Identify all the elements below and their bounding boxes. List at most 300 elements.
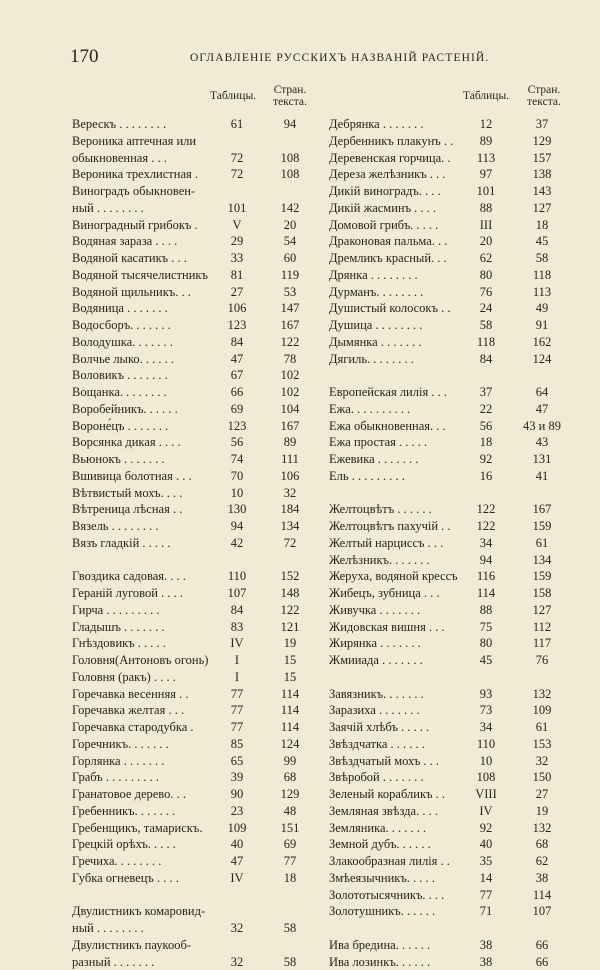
table-number: 94 (469, 552, 503, 569)
entry-spacer (72, 552, 312, 569)
table-number: IV (469, 803, 503, 820)
plant-name: Горечавка весенняя . . (72, 686, 230, 703)
page-number-ref: 114 (517, 887, 567, 904)
plant-name: Ель . . . . . . . . . (329, 468, 474, 485)
plant-name: Желтоцвѣтъ . . . . . . (329, 501, 474, 518)
plant-name: Вероника трехлистная . (72, 166, 230, 183)
page-number-ref: 47 (517, 401, 567, 418)
table-number: 76 (469, 284, 503, 301)
page-number-ref: 117 (517, 635, 567, 652)
page-number-ref: 58 (517, 250, 567, 267)
table-number: 72 (220, 166, 254, 183)
table-number: 77 (220, 686, 254, 703)
table-number: 92 (469, 820, 503, 837)
table-number: 108 (469, 769, 503, 786)
index-entry (72, 769, 312, 786)
page-number-ref: 129 (517, 133, 567, 150)
index-entry (72, 853, 312, 870)
plant-name: Вязъ гладкій . . . . . (72, 535, 230, 552)
running-title: ОГЛАВЛЕНІЕ РУССКИХЪ НАЗВАНІЙ РАСТЕНІЙ. (190, 52, 489, 64)
plant-name: Вороне́цъ . . . . . . . (72, 418, 230, 435)
index-entry (329, 166, 564, 183)
index-entry (329, 535, 564, 552)
tables-header: Таблицы. (463, 90, 509, 102)
page-number-ref: 132 (517, 686, 567, 703)
plant-name: Дикій жасминъ . . . . (329, 200, 474, 217)
index-entry (329, 334, 564, 351)
plant-name: Гранатовое дерево. . . (72, 786, 230, 803)
table-number: 113 (469, 150, 503, 167)
table-number: 16 (469, 468, 503, 485)
page-number-ref: 132 (517, 820, 567, 837)
page-number-ref: 159 (517, 518, 567, 535)
index-entry (72, 635, 312, 652)
plant-name: Дурманъ. . . . . . . . (329, 284, 474, 301)
index-entry (329, 820, 564, 837)
plant-name: Грецкій орѣхъ. . . . . (72, 836, 230, 853)
plant-name: Жирянка . . . . . . . (329, 635, 474, 652)
page-number-ref: 113 (517, 284, 567, 301)
plant-name: Гераній луговой . . . . (72, 585, 230, 602)
plant-name: Дебрянка . . . . . . . (329, 116, 474, 133)
plant-name: Горечавка стародубка . (72, 719, 230, 736)
index-entry (329, 853, 564, 870)
table-number: 20 (469, 233, 503, 250)
index-entry (329, 183, 564, 200)
plant-name: Воробейникъ. . . . . . (72, 401, 230, 418)
page-number-ref: 108 (270, 150, 310, 167)
table-number: 22 (469, 401, 503, 418)
index-entry (72, 702, 312, 719)
page-number-ref: 127 (517, 200, 567, 217)
table-number: 72 (220, 150, 254, 167)
page-number-ref: 69 (270, 836, 310, 853)
plant-name: Земляника. . . . . . . (329, 820, 474, 837)
index-entry (72, 116, 312, 133)
table-number: 106 (220, 300, 254, 317)
index-entry (329, 652, 564, 669)
page-number-ref: 131 (517, 451, 567, 468)
page-number: 170 (70, 46, 99, 68)
page-number-ref: 142 (270, 200, 310, 217)
page-number-ref: 48 (270, 803, 310, 820)
index-entry (72, 786, 312, 803)
index-entry (72, 585, 312, 602)
page-number-ref: 49 (517, 300, 567, 317)
page-number-ref: 102 (270, 384, 310, 401)
plant-name: Гвоздика садовая. . . . (72, 568, 230, 585)
index-entry (72, 485, 312, 502)
page-number-ref: 15 (270, 652, 310, 669)
table-number: 62 (469, 250, 503, 267)
index-entry (72, 920, 312, 937)
table-number: 122 (469, 518, 503, 535)
index-entry (72, 535, 312, 552)
plant-name: обыкновенная . . . (72, 150, 230, 167)
plant-name: Гречиха. . . . . . . . (72, 853, 230, 870)
index-entry (329, 568, 564, 585)
pages-header: Стран. текста. (521, 84, 567, 108)
plant-name: Змѣеязычникъ. . . . . (329, 870, 474, 887)
index-entry (72, 468, 312, 485)
table-number: 114 (469, 585, 503, 602)
index-entry (329, 317, 564, 334)
index-entry (329, 769, 564, 786)
page-number-ref: 64 (517, 384, 567, 401)
table-number: 110 (220, 568, 254, 585)
plant-name: Живучка . . . . . . . (329, 602, 474, 619)
page-number-ref: 151 (270, 820, 310, 837)
table-number: 39 (220, 769, 254, 786)
entry-spacer (329, 920, 564, 937)
table-number: VIII (469, 786, 503, 803)
table-number: 38 (469, 937, 503, 954)
plant-name: Двулистникъ паукооб- (72, 937, 230, 954)
index-entry (72, 217, 312, 234)
plant-name: Заячій хлѣбъ . . . . . (329, 719, 474, 736)
index-entry (72, 803, 312, 820)
plant-name: Зеленый корабликъ . . (329, 786, 474, 803)
entry-spacer (329, 669, 564, 686)
index-entry (72, 903, 312, 920)
page-number-ref: 38 (517, 870, 567, 887)
plant-name: Завязникъ. . . . . . . (329, 686, 474, 703)
plant-name: Водяной тысячелистникъ (72, 267, 230, 284)
page-number-ref: 129 (270, 786, 310, 803)
page-number-ref: 158 (517, 585, 567, 602)
plant-name: Желтоцвѣтъ пахучій . . (329, 518, 474, 535)
index-entry (329, 401, 564, 418)
table-number: 37 (469, 384, 503, 401)
table-number: 66 (220, 384, 254, 401)
index-entry (72, 133, 312, 150)
index-entry (329, 133, 564, 150)
index-entry (72, 954, 312, 970)
index-entry (329, 753, 564, 770)
table-number: 71 (469, 903, 503, 920)
page-number-ref: 104 (270, 401, 310, 418)
index-entry (72, 870, 312, 887)
table-number: 56 (220, 434, 254, 451)
plant-name: Желѣзникъ. . . . . . . (329, 552, 474, 569)
plant-name: Дрянка . . . . . . . . (329, 267, 474, 284)
page-number-ref: 106 (270, 468, 310, 485)
table-number: 38 (469, 954, 503, 970)
table-number: V (220, 217, 254, 234)
page-number-ref: 94 (270, 116, 310, 133)
table-number: 110 (469, 736, 503, 753)
index-rows (329, 116, 564, 970)
table-number: 74 (220, 451, 254, 468)
page-number-ref: 119 (270, 267, 310, 284)
page-number-ref: 19 (270, 635, 310, 652)
table-number: 80 (469, 635, 503, 652)
table-number: 23 (220, 803, 254, 820)
plant-name: Ива лозинкъ. . . . . . (329, 954, 474, 970)
plant-name: Вьюнокъ . . . . . . . (72, 451, 230, 468)
table-number: 83 (220, 619, 254, 636)
plant-name: Ворсянка дикая . . . . (72, 434, 230, 451)
table-number: 10 (469, 753, 503, 770)
plant-name: Гирча . . . . . . . . . (72, 602, 230, 619)
index-entry (72, 150, 312, 167)
page-number-ref: 61 (517, 719, 567, 736)
table-number: I (220, 669, 254, 686)
page-number-ref: 152 (270, 568, 310, 585)
pages-header: Стран. текста. (268, 84, 312, 108)
index-entry (72, 568, 312, 585)
page-number-ref: 68 (270, 769, 310, 786)
table-number: 67 (220, 367, 254, 384)
index-entry (72, 937, 312, 954)
table-number: 101 (220, 200, 254, 217)
plant-name: Ежа простая . . . . . (329, 434, 474, 451)
index-entry (72, 183, 312, 200)
index-entry (72, 166, 312, 183)
index-entry (329, 518, 564, 535)
index-entry (72, 602, 312, 619)
plant-name: Домовой грибъ. . . . . (329, 217, 474, 234)
page-number-ref: 159 (517, 568, 567, 585)
plant-name: Головня(Антоновъ огонь) (72, 652, 230, 669)
plant-name: Звѣробой . . . . . . . (329, 769, 474, 786)
tables-header: Таблицы. (210, 90, 256, 102)
index-entry (72, 686, 312, 703)
table-number: 61 (220, 116, 254, 133)
table-number: 69 (220, 401, 254, 418)
page-number-ref: 53 (270, 284, 310, 301)
plant-name: Земной дубъ. . . . . . (329, 836, 474, 853)
table-number: 77 (220, 702, 254, 719)
table-number: 29 (220, 233, 254, 250)
entry-spacer (329, 367, 564, 384)
table-number: 56 (469, 418, 503, 435)
index-entry (72, 334, 312, 351)
page-number-ref: 58 (270, 920, 310, 937)
index-entry (329, 903, 564, 920)
index-column-left (72, 84, 312, 970)
page-number-ref: 91 (517, 317, 567, 334)
table-number: 65 (220, 753, 254, 770)
index-entry (72, 267, 312, 284)
table-number: 10 (220, 485, 254, 502)
plant-name: Душица . . . . . . . . (329, 317, 474, 334)
table-number: 24 (469, 300, 503, 317)
index-rows (72, 116, 312, 970)
plant-name: Вязель . . . . . . . . (72, 518, 230, 535)
table-number: 84 (220, 602, 254, 619)
page-number-ref: 114 (270, 719, 310, 736)
table-number: 109 (220, 820, 254, 837)
index-entry (329, 284, 564, 301)
table-number: 118 (469, 334, 503, 351)
index-entry (329, 384, 564, 401)
plant-name: Жибецъ, зубница . . . (329, 585, 474, 602)
plant-name: Вѣтвистый мохъ. . . . (72, 485, 230, 502)
index-entry (329, 300, 564, 317)
index-entry (72, 719, 312, 736)
plant-name: Волчье лыко. . . . . . (72, 351, 230, 368)
page-number-ref: 45 (517, 233, 567, 250)
page-number-ref: 109 (517, 702, 567, 719)
index-entry (72, 401, 312, 418)
table-number: 34 (469, 535, 503, 552)
plant-name: Горечникъ. . . . . . . (72, 736, 230, 753)
index-entry (329, 200, 564, 217)
plant-name: Виноградный грибокъ . (72, 217, 230, 234)
table-number: 80 (469, 267, 503, 284)
plant-name: Вѣтреница лѣсная . . (72, 501, 230, 518)
table-number: 12 (469, 116, 503, 133)
plant-name: Водяной щильникъ. . . (72, 284, 230, 301)
page-number-ref: 118 (517, 267, 567, 284)
page-number-ref: 122 (270, 334, 310, 351)
index-entry (72, 652, 312, 669)
page-number-ref: 167 (270, 418, 310, 435)
entry-spacer (72, 887, 312, 904)
plant-name: Жмииада . . . . . . . (329, 652, 474, 669)
table-number: 75 (469, 619, 503, 636)
table-number: 14 (469, 870, 503, 887)
table-number: 89 (469, 133, 503, 150)
plant-name: Двулистникъ комаровид- (72, 903, 230, 920)
table-number: 122 (469, 501, 503, 518)
plant-name: Дягиль. . . . . . . . (329, 351, 474, 368)
plant-name: Дремликъ красный. . . (329, 250, 474, 267)
table-number: 94 (220, 518, 254, 535)
page-number-ref: 148 (270, 585, 310, 602)
page-number-ref: 127 (517, 602, 567, 619)
index-entry (329, 351, 564, 368)
plant-name: Володушка. . . . . . . (72, 334, 230, 351)
index-entry (329, 217, 564, 234)
index-entry (72, 736, 312, 753)
column-header (72, 84, 312, 116)
page-number-ref: 157 (517, 150, 567, 167)
page-number-ref: 184 (270, 501, 310, 518)
page-header (70, 46, 560, 70)
index-entry (72, 250, 312, 267)
index-entry (72, 351, 312, 368)
page-number-ref: 37 (517, 116, 567, 133)
page-number-ref: 153 (517, 736, 567, 753)
plant-name: Жидовская вишня . . . (329, 619, 474, 636)
index-entry (72, 820, 312, 837)
plant-name: разный . . . . . . . (72, 954, 230, 970)
index-entry (329, 267, 564, 284)
table-number: 40 (469, 836, 503, 853)
table-number: 88 (469, 602, 503, 619)
page-number-ref: 107 (517, 903, 567, 920)
index-entry (329, 233, 564, 250)
page-number-ref: 32 (517, 753, 567, 770)
page-number-ref: 102 (270, 367, 310, 384)
plant-name: Вощанка. . . . . . . . (72, 384, 230, 401)
page-number-ref: 147 (270, 300, 310, 317)
plant-name: Виноградъ обыкновен- (72, 183, 230, 200)
plant-name: Верескъ . . . . . . . . (72, 116, 230, 133)
table-number: 130 (220, 501, 254, 518)
index-entry (329, 451, 564, 468)
page-number-ref: 18 (270, 870, 310, 887)
page-number-ref: 72 (270, 535, 310, 552)
page-number-ref: 76 (517, 652, 567, 669)
plant-name: Водяной касатикъ . . . (72, 250, 230, 267)
plant-name: Водяница . . . . . . . (72, 300, 230, 317)
page-number-ref: 58 (270, 954, 310, 970)
table-number: 32 (220, 954, 254, 970)
plant-name: Губка огневецъ . . . . (72, 870, 230, 887)
page-number-ref: 66 (517, 937, 567, 954)
table-number: 81 (220, 267, 254, 284)
table-number: 77 (469, 887, 503, 904)
page-number-ref: 89 (270, 434, 310, 451)
table-number: 84 (469, 351, 503, 368)
table-number: 42 (220, 535, 254, 552)
page-number-ref: 32 (270, 485, 310, 502)
page-number-ref: 121 (270, 619, 310, 636)
table-number: 27 (220, 284, 254, 301)
plant-name: Золотушникъ. . . . . . (329, 903, 474, 920)
index-entry (329, 702, 564, 719)
plant-name: Дербенникъ плакунъ . . (329, 133, 474, 150)
page-number-ref: 54 (270, 233, 310, 250)
plant-name: Земляная звѣзда. . . . (329, 803, 474, 820)
index-entry (72, 200, 312, 217)
index-entry (72, 434, 312, 451)
index-entry (329, 736, 564, 753)
table-number: 40 (220, 836, 254, 853)
index-entry (329, 803, 564, 820)
plant-name: Ежа обыкновенная. . . (329, 418, 474, 435)
page-number-ref: 134 (270, 518, 310, 535)
page-number-ref: 150 (517, 769, 567, 786)
index-entry (329, 887, 564, 904)
table-number: 47 (220, 351, 254, 368)
plant-name: Головня (ракъ) . . . . (72, 669, 230, 686)
plant-name: Дикій виноградъ. . . . (329, 183, 474, 200)
plant-name: Гладышъ . . . . . . . (72, 619, 230, 636)
plant-name: Воловикъ . . . . . . . (72, 367, 230, 384)
page-number-ref: 143 (517, 183, 567, 200)
plant-name: Водяная зараза . . . . (72, 233, 230, 250)
plant-name: Вшивица болотная . . . (72, 468, 230, 485)
table-number: 18 (469, 434, 503, 451)
index-entry (329, 602, 564, 619)
table-number: 92 (469, 451, 503, 468)
table-number: 45 (469, 652, 503, 669)
plant-name: Драконовая пальма. . . (329, 233, 474, 250)
plant-name: Деревенская горчица. . (329, 150, 474, 167)
table-number: 77 (220, 719, 254, 736)
index-entry (72, 300, 312, 317)
page-number-ref: 138 (517, 166, 567, 183)
table-number: 123 (220, 418, 254, 435)
page-number-ref: 167 (270, 317, 310, 334)
plant-name: Ежа. . . . . . . . . . (329, 401, 474, 418)
index-entry (329, 836, 564, 853)
table-number: 88 (469, 200, 503, 217)
page-number-ref: 134 (517, 552, 567, 569)
index-entry (329, 719, 564, 736)
plant-name: Европейская лилія . . . (329, 384, 474, 401)
page-number-ref: 167 (517, 501, 567, 518)
page-number-ref: 62 (517, 853, 567, 870)
table-number: IV (220, 870, 254, 887)
plant-name: Гребенщикъ, тамарискъ. (72, 820, 230, 837)
page-number-ref: 112 (517, 619, 567, 636)
index-entry (72, 384, 312, 401)
